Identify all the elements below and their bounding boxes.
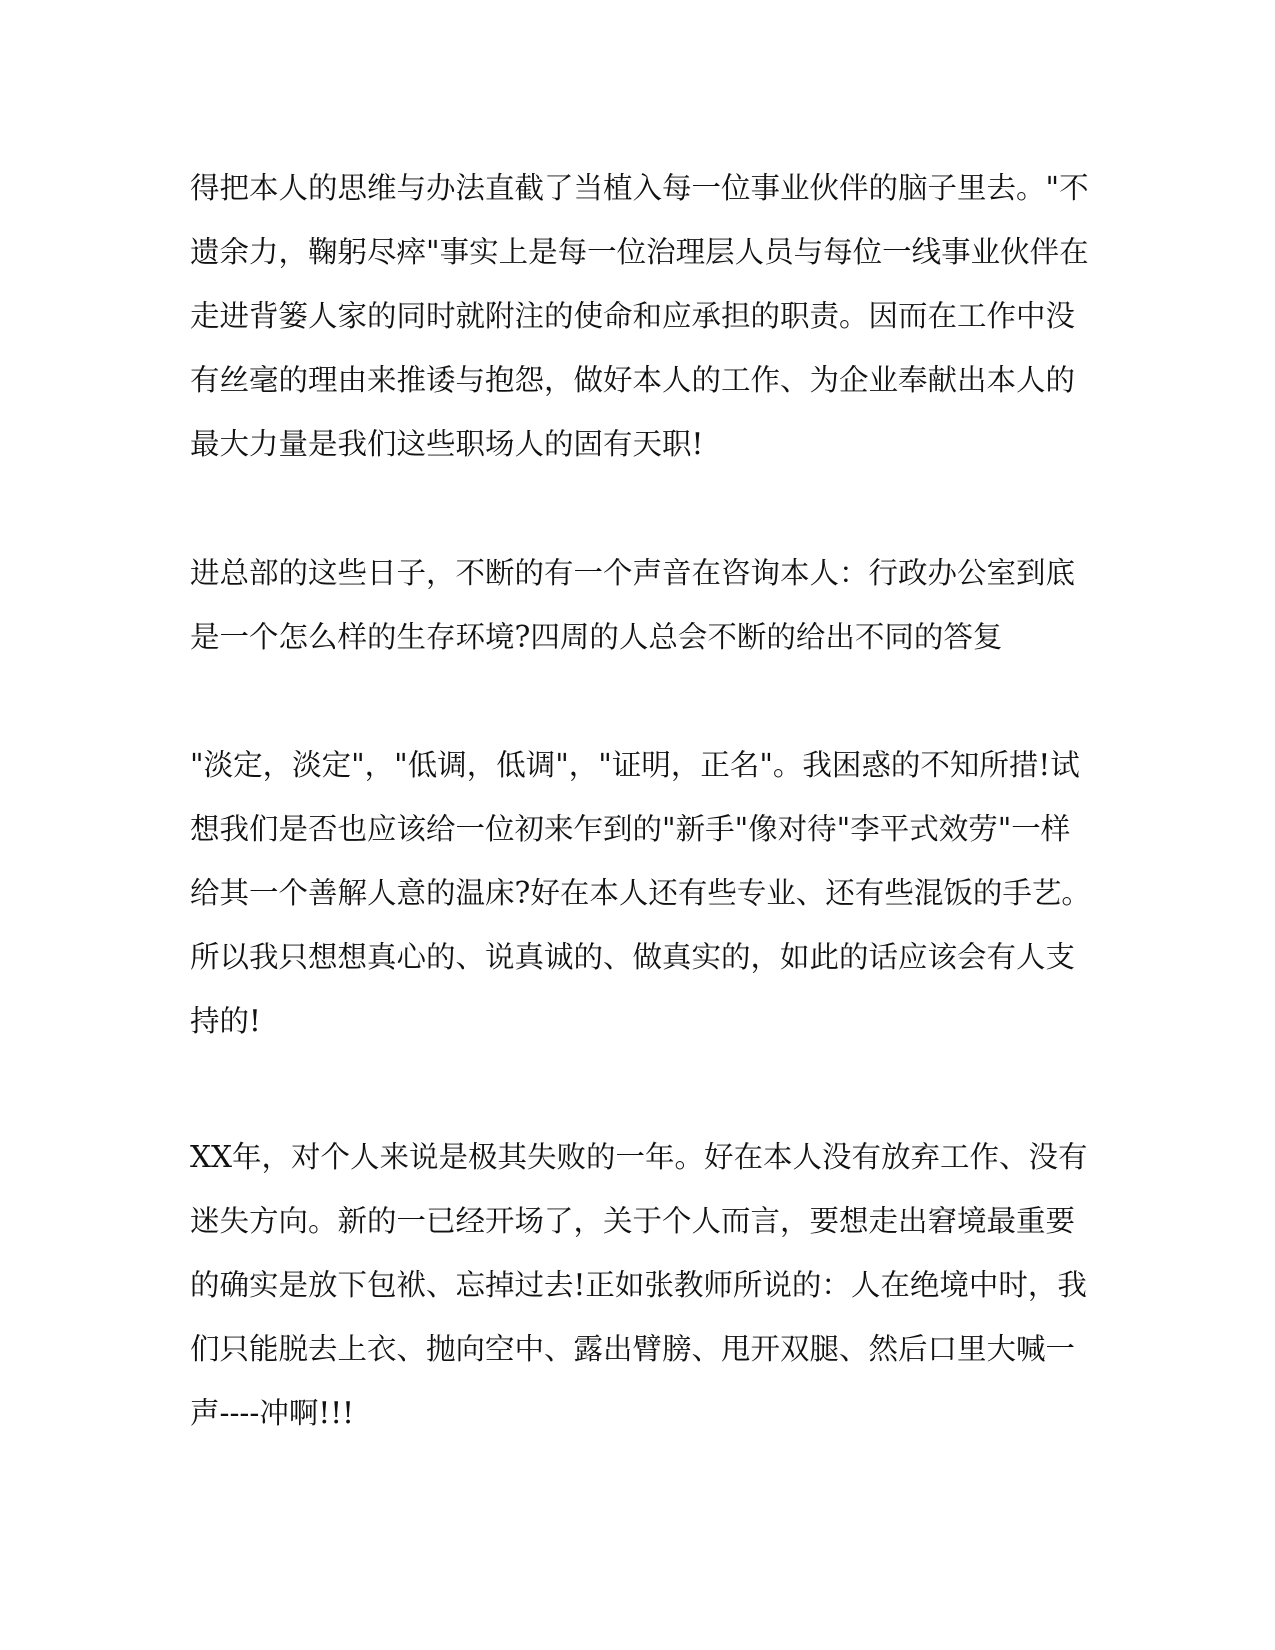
text-line: 最大力量是我们这些职场人的固有天职! xyxy=(190,427,704,461)
text-line: 是一个怎么样的生存环境?四周的人总会不断的给出不同的答复 xyxy=(190,620,1003,654)
text-line: 们只能脱去上衣、抛向空中、露出臂膀、甩开双腿、然后口里大喊一 xyxy=(190,1332,1076,1366)
text-line: 遗余力，鞠躬尽瘁"事实上是每一位治理层人员与每位一线事业伙伴在 xyxy=(190,235,1089,269)
text-line: 持的! xyxy=(190,1004,261,1038)
text-line: 走进背篓人家的同时就附注的使命和应承担的职责。因而在工作中没 xyxy=(190,299,1076,333)
text-line: XX年，对个人来说是极其失败的一年。好在本人没有放弃工作、没有 xyxy=(190,1140,1088,1174)
text-line: 得把本人的思维与办法直截了当植入每一位事业伙伴的脑子里去。"不 xyxy=(190,171,1089,205)
text-line: 的确实是放下包袱、忘掉过去!正如张教师所说的：人在绝境中时，我 xyxy=(190,1268,1087,1302)
paragraph-3 xyxy=(190,733,1090,1053)
text-line: 所以我只想想真心的、说真诚的、做真实的，如此的话应该会有人支 xyxy=(190,940,1076,974)
text-line: 声----冲啊!!! xyxy=(190,1396,354,1430)
paragraph-4 xyxy=(190,1125,1090,1445)
text-line: 迷失方向。新的一已经开场了，关于个人而言，要想走出窘境最重要 xyxy=(190,1204,1076,1238)
text-line: 想我们是否也应该给一位初来乍到的"新手"像对待"李平式效劳"一样 xyxy=(190,812,1071,846)
paragraph-2 xyxy=(190,541,1090,669)
text-line: 给其一个善解人意的温床?好在本人还有些专业、还有些混饭的手艺。 xyxy=(190,876,1091,910)
paragraph-1 xyxy=(190,156,1090,476)
text-line: "淡定，淡定"，"低调，低调"，"证明，正名"。我困惑的不知所措!试 xyxy=(190,748,1080,782)
text-line: 有丝毫的理由来推诿与抱怨，做好本人的工作、为企业奉献出本人的 xyxy=(190,363,1076,397)
text-line: 进总部的这些日子，不断的有一个声音在咨询本人：行政办公室到底 xyxy=(190,556,1076,590)
